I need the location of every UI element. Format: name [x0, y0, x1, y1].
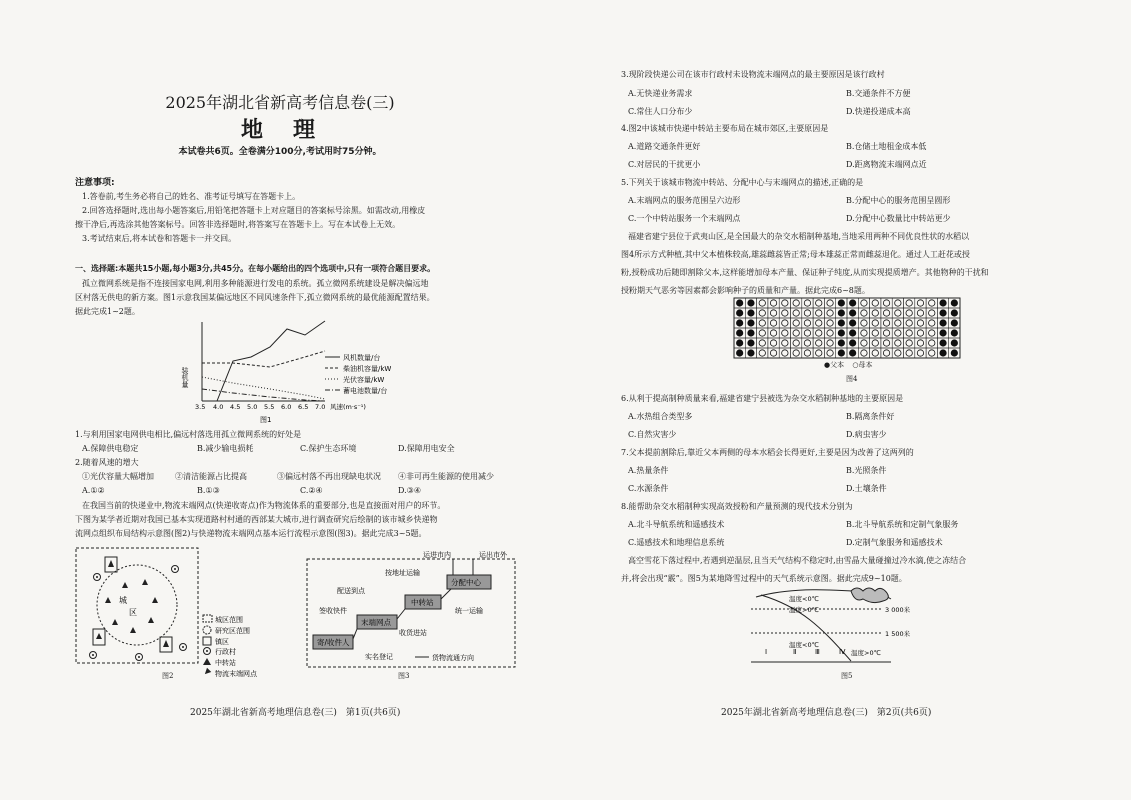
fig1-caption: 图1: [260, 416, 272, 424]
mother-plant-marker: [759, 310, 765, 316]
mother-plant-marker: [906, 330, 912, 336]
notice-line: 1.答卷前,考生务必将自己的姓名、准考证号填写在答题卡上。: [82, 192, 301, 201]
mother-plant-marker: [929, 330, 935, 336]
father-plant-marker: [849, 310, 855, 316]
mother-plant-marker: [793, 300, 799, 306]
mother-plant-marker: [816, 300, 822, 306]
q8-option-a[interactable]: A.北斗导航系统和遥感技术: [628, 520, 725, 529]
fig3-label: 按地址运输: [385, 569, 420, 577]
father-plant-marker: [940, 330, 946, 336]
mother-plant-marker: [861, 320, 867, 326]
left-footer: 2025年湖北省新高考地理信息卷(三) 第1页(共6页): [190, 708, 401, 718]
mother-plant-marker: [759, 300, 765, 306]
father-plant-marker: [736, 340, 742, 346]
q6-option-b[interactable]: B.隔离条件好: [846, 412, 895, 421]
exam-title: 2025年湖北省新高考信息卷(三): [165, 93, 395, 112]
fig3-box-terminal: 末端网点: [361, 618, 391, 627]
father-plant-marker: [736, 330, 742, 336]
intro-line: 在我国当前的快递业中,物流末端网点(快递收寄点)作为物流体系的重要部分,也是直接面对用户的环节。: [82, 501, 446, 510]
q5-option-a[interactable]: A.末端网点的服务范围呈六边形: [628, 196, 741, 205]
q5-option-d[interactable]: D.分配中心数量比中转站更少: [846, 214, 951, 223]
question-5-stem: 5.下列关于该城市物流中转站、分配中心与末端网点的描述,正确的是: [621, 178, 864, 187]
mother-plant-marker: [827, 300, 833, 306]
father-plant-marker: [849, 350, 855, 356]
question-4-stem: 4.图2中该城市快递中转站主要布局在城市郊区,主要原因是: [621, 124, 829, 133]
q3-option-c[interactable]: C.常住人口分布少: [628, 107, 693, 116]
fig1-legend-item: 蓄电池数量/台: [343, 387, 388, 395]
q8-option-b[interactable]: B.北斗导航系统和定制气象服务: [846, 520, 959, 529]
father-plant-marker: [849, 330, 855, 336]
mother-plant-marker: [782, 350, 788, 356]
question-8-stem: 8.能帮助杂交水稻制种实现高效授粉和产量预测的现代技术分别为: [621, 502, 853, 511]
mother-plant-marker: [804, 300, 810, 306]
fig3-label: 签收快件: [319, 607, 347, 615]
mother-plant-marker: [827, 320, 833, 326]
mother-plant-marker: [917, 300, 923, 306]
mother-plant-marker: [883, 300, 889, 306]
father-plant-marker: [736, 310, 742, 316]
q7-option-a[interactable]: A.热量条件: [628, 466, 669, 475]
father-plant-marker: [748, 300, 754, 306]
father-plant-marker: [940, 350, 946, 356]
q3-option-b[interactable]: B.交通条件不方便: [846, 89, 911, 98]
father-plant-marker: [849, 340, 855, 346]
mother-plant-marker: [917, 310, 923, 316]
mother-plant-marker: [793, 330, 799, 336]
q6-option-c[interactable]: C.自然灾害少: [628, 430, 677, 439]
notice-line: 擦干净后,再选涂其他答案标号。回答非选择题时,将答案写在答题卡上。写在本试卷上无效。: [75, 220, 401, 229]
fig1-tick: 3.5: [195, 403, 206, 411]
mother-plant-marker: [895, 340, 901, 346]
mother-plant-marker: [929, 350, 935, 356]
figure-5-weather: [751, 587, 931, 669]
mother-plant-marker: [816, 320, 822, 326]
mother-plant-marker: [827, 340, 833, 346]
mother-plant-marker: [782, 330, 788, 336]
father-plant-marker: [951, 310, 957, 316]
mother-plant-marker: [804, 330, 810, 336]
mother-plant-marker: [906, 310, 912, 316]
intro-line: 区村落无供电的新方案。图1示意我国某偏远地区不同风速条件下,孤立微网系统的最优能源配置结果。: [75, 293, 435, 302]
q2-item: ①光伏容量大幅增加: [82, 472, 154, 481]
q1-option-b[interactable]: B.减少输电损耗: [197, 444, 254, 453]
father-plant-marker: [748, 310, 754, 316]
right-footer: 2025年湖北省新高考地理信息卷(三) 第2页(共6页): [721, 708, 932, 718]
q2-item: ②清洁能源占比提高: [175, 472, 247, 481]
intro-line: 据此完成1~2题。: [75, 307, 140, 316]
mother-plant-marker: [827, 350, 833, 356]
mother-plant-marker: [906, 340, 912, 346]
mother-plant-marker: [804, 310, 810, 316]
q1-option-c[interactable]: C.保护生态环境: [300, 444, 357, 453]
father-plant-marker: [748, 320, 754, 326]
question-1-stem: 1.与利用国家电网供电相比,偏远村落选用孤立微网系统的好处是: [75, 430, 302, 439]
figure-4-grid: [732, 296, 972, 386]
mother-plant-marker: [929, 300, 935, 306]
father-plant-marker: [951, 350, 957, 356]
fig3-box-hub: 分配中心: [451, 578, 481, 587]
notice-line: 3.考试结束后,将本试卷和答题卡一并交回。: [82, 234, 237, 243]
fig1-tick: 4.5: [230, 403, 241, 411]
intro-line: 并,将会出现“霰”。图5为某地降雪过程中的天气系统示意图。据此完成9~10题。: [621, 574, 907, 583]
fig5-zone: Ⅰ: [765, 648, 768, 656]
fig5-temp-label: 温度<0℃: [789, 641, 819, 649]
exam-subtitle: 本试卷共6页。全卷满分100分,考试用时75分钟。: [178, 147, 382, 157]
figure-2-map: [75, 547, 275, 682]
father-plant-marker: [736, 320, 742, 326]
father-plant-marker: [951, 300, 957, 306]
q1-option-d[interactable]: D.保障用电安全: [398, 444, 455, 453]
mother-plant-marker: [782, 340, 788, 346]
mother-plant-marker: [804, 350, 810, 356]
fig2-legend-item: 中转站: [215, 659, 236, 667]
mother-plant-marker: [883, 340, 889, 346]
mother-plant-marker: [883, 310, 889, 316]
mother-plant-marker: [883, 330, 889, 336]
mother-plant-marker: [759, 350, 765, 356]
q4-option-a[interactable]: A.道路交通条件更好: [628, 142, 701, 151]
mother-plant-marker: [793, 350, 799, 356]
mother-plant-marker: [883, 350, 889, 356]
mother-plant-marker: [816, 340, 822, 346]
q1-option-a[interactable]: A.保障供电稳定: [82, 444, 139, 453]
mother-plant-marker: [917, 340, 923, 346]
left-page: [0, 0, 560, 800]
mother-plant-marker: [770, 330, 776, 336]
mother-plant-marker: [861, 310, 867, 316]
fig2-legend-item: 研究区范围: [215, 627, 250, 635]
father-plant-marker: [940, 320, 946, 326]
mother-plant-marker: [917, 320, 923, 326]
q6-option-a[interactable]: A.水热组合类型多: [628, 412, 693, 421]
mother-plant-marker: [793, 320, 799, 326]
fig3-label: 统一运输: [455, 607, 483, 615]
question-3-stem: 3.现阶段快递公司在该市行政村未设物流末端网点的最主要原因是该行政村: [621, 70, 885, 79]
q4-option-d[interactable]: D.距离物流末端网点近: [846, 160, 927, 169]
father-plant-marker: [940, 340, 946, 346]
intro-line: 流网点组织布局结构示意图(图2)与快递物流末端网点基本运行流程示意图(图3)。据此完成3~5题。: [75, 529, 427, 538]
pv-series: [202, 377, 325, 399]
intro-line: 下图为某学者近期对我国已基本实现道路村村通的西部某大城市,进行调查研究后绘制的该市城乡快递物: [75, 515, 438, 524]
father-plant-marker: [951, 330, 957, 336]
fig3-label: 运出市外: [479, 551, 507, 559]
mother-plant-marker: [793, 310, 799, 316]
father-plant-marker: [838, 300, 844, 306]
fig1-tick: 5.5: [264, 403, 275, 411]
mother-plant-marker: [895, 330, 901, 336]
q4-option-b[interactable]: B.仓储土地租金成本低: [846, 142, 927, 151]
wind-turbine-series: [217, 321, 325, 401]
father-plant-marker: [951, 320, 957, 326]
father-plant-marker: [940, 300, 946, 306]
mother-plant-marker: [770, 300, 776, 306]
father-plant-marker: [838, 310, 844, 316]
mother-plant-marker: [906, 320, 912, 326]
mother-plant-marker: [804, 320, 810, 326]
father-plant-marker: [849, 320, 855, 326]
fig3-label: 实名登记: [365, 653, 393, 661]
q6-option-d[interactable]: D.病虫害少: [846, 430, 887, 439]
mother-plant-marker: [895, 300, 901, 306]
mother-plant-marker: [782, 300, 788, 306]
mother-plant-marker: [782, 320, 788, 326]
father-plant-marker: [838, 340, 844, 346]
fig5-temp-label: 温度>0℃: [789, 606, 819, 614]
q7-option-b[interactable]: B.光照条件: [846, 466, 887, 475]
mother-plant-marker: [759, 340, 765, 346]
father-plant-marker: [748, 330, 754, 336]
mother-plant-marker: [906, 300, 912, 306]
mother-plant-marker: [883, 320, 889, 326]
mother-plant-marker: [917, 330, 923, 336]
q7-option-c[interactable]: C.水源条件: [628, 484, 669, 493]
father-plant-marker: [748, 340, 754, 346]
mother-plant-marker: [872, 300, 878, 306]
mother-plant-marker: [816, 350, 822, 356]
fig2-caption: 图2: [162, 672, 174, 680]
fig3-caption: 图3: [398, 672, 410, 680]
fig4-caption: 图4: [846, 375, 858, 383]
fig2-legend-item: 物流末端网点: [215, 670, 257, 678]
intro-line: 授粉期天气恶劣等因素都会影响种子的质量和产量。据此完成6~8题。: [621, 286, 870, 295]
fig4-legend: [824, 361, 872, 370]
father-plant-marker: [940, 310, 946, 316]
intro-line: 粉,授粉成功后随即割除父本,这样能增加母本产量、保证种子纯度,从而实现提质增产。其他物种的干扰和: [621, 268, 989, 277]
mother-plant-marker: [895, 320, 901, 326]
question-7-stem: 7.父本提前割除后,靠近父本两侧的母本水稻会长得更好,主要是因为改善了这两列的: [621, 448, 914, 457]
mother-plant-marker: [827, 310, 833, 316]
fig3-label: 货物流通方向: [432, 654, 474, 662]
father-plant-marker: [736, 300, 742, 306]
figure-3-flow: [305, 547, 520, 672]
fig1-tick: 5.0: [247, 403, 258, 411]
q3-option-a[interactable]: A.无快递业务需求: [628, 89, 693, 98]
mother-plant-marker: [861, 300, 867, 306]
fig1-tick: 7.0: [315, 403, 326, 411]
mother-plant-marker: [917, 350, 923, 356]
mother-plant-marker: [816, 330, 822, 336]
mother-plant-marker: [861, 340, 867, 346]
fig5-zone: Ⅳ: [839, 648, 846, 656]
mother-plant-marker: [827, 330, 833, 336]
fig5-temp-label: 温度<0℃: [789, 595, 819, 603]
q5-option-c[interactable]: C.一个中转站服务一个末端网点: [628, 214, 741, 223]
section-heading: 一、选择题:本题共15小题,每小题3分,共45分。在每小题给出的四个选项中,只有一项符合题目要求。: [75, 264, 436, 273]
fig1-tick: 6.5: [298, 403, 309, 411]
q2-option-d[interactable]: D.③④: [398, 486, 422, 495]
fig3-label: 配送到点: [337, 587, 365, 595]
fig3-box-transfer: 中转站: [411, 598, 434, 607]
fig3-label: 收货进站: [399, 629, 427, 637]
fig1-legend-item: 光伏容量/kW: [343, 376, 385, 384]
mother-plant-marker: [770, 310, 776, 316]
mother-plant-marker: [759, 320, 765, 326]
question-2-stem: 2.随着风速的增大: [75, 458, 139, 467]
mother-plant-marker: [770, 340, 776, 346]
notice-heading: 注意事项:: [75, 178, 115, 188]
q8-option-d[interactable]: D.定制气象服务和遥感技术: [846, 538, 943, 547]
father-plant-marker: [838, 330, 844, 336]
q4-option-c[interactable]: C.对居民的干扰更小: [628, 160, 701, 169]
mother-plant-marker: [929, 340, 935, 346]
intro-line: 福建省建宁县位于武夷山区,是全国最大的杂交水稻制种基地,当地采用两种不同优良性状的水稻以: [628, 232, 970, 241]
q3-option-d[interactable]: D.快递投递成本高: [846, 107, 911, 116]
mother-plant-marker: [861, 330, 867, 336]
mother-plant-marker: [872, 330, 878, 336]
right-page: [566, 0, 1131, 800]
intro-line: 图4所示方式种植,其中父本植株较高,雄蕊雌蕊皆正常;母本雄蕊正常而雌蕊退化。通过人工赶花或授: [621, 250, 970, 259]
subject-title: 地 理: [240, 117, 319, 143]
intro-line: 高空雪花下落过程中,若遇到逆温层,且当天气结构不稳定时,由雪晶大量碰撞过冷水滴,使之冻结合: [628, 556, 967, 565]
fig1-ylabel: 装机量: [181, 367, 189, 388]
mother-plant-marker: [782, 310, 788, 316]
diesel-series: [202, 351, 325, 367]
fig3-label: 运进市内: [423, 551, 451, 559]
fig1-tick: 6.0: [281, 403, 292, 411]
fig1-legend-item: 柴油机容量/kW: [343, 365, 392, 373]
father-plant-marker: [849, 300, 855, 306]
mother-plant-marker: [872, 310, 878, 316]
question-6-stem: 6.从利于提高制种质量来看,福建省建宁县被选为杂交水稻制种基地的主要原因是: [621, 394, 904, 403]
figure-1-chart: [175, 317, 415, 427]
fig5-temp-label: 温度>0℃: [851, 649, 881, 657]
fig1-legend-item: 风机数量/台: [343, 354, 381, 362]
q2-option-c[interactable]: C.②④: [300, 486, 323, 495]
mother-plant-marker: [804, 340, 810, 346]
fig5-zone: Ⅱ: [793, 648, 797, 656]
fig3-box-sender: 寄/收件人: [317, 638, 350, 647]
fig5-height-label: 3 000米: [885, 606, 911, 614]
intro-line: 孤立微网系统是指不连接国家电网,利用多种能源进行发电的系统。孤立微网系统建设是解决偏远地: [82, 279, 429, 288]
mother-plant-marker: [929, 320, 935, 326]
father-plant-marker: [838, 320, 844, 326]
mother-plant-marker: [816, 310, 822, 316]
mother-plant-marker: [770, 350, 776, 356]
mother-plant-marker: [759, 330, 765, 336]
father-plant-marker: [736, 350, 742, 356]
q5-option-b[interactable]: B.分配中心的服务范围呈圆形: [846, 196, 951, 205]
fig4-legend-father: ●父本: [824, 361, 845, 369]
fig5-caption: 图5: [841, 672, 853, 680]
mother-plant-marker: [895, 350, 901, 356]
q2-item: ③偏远村落不再出现缺电状况: [277, 472, 381, 481]
father-plant-marker: [951, 340, 957, 346]
father-plant-marker: [748, 350, 754, 356]
mother-plant-marker: [872, 350, 878, 356]
father-plant-marker: [838, 350, 844, 356]
fig5-zone: Ⅲ: [815, 648, 820, 656]
fig2-legend-item: 城区范围: [215, 616, 243, 624]
fig4-legend-mother: ○母本: [852, 361, 873, 369]
q2-item: ④非可再生能源的使用减少: [398, 472, 494, 481]
q2-option-a[interactable]: A.①②: [82, 486, 105, 495]
mother-plant-marker: [770, 320, 776, 326]
city-label: 区: [129, 608, 137, 617]
mother-plant-marker: [861, 350, 867, 356]
mother-plant-marker: [929, 310, 935, 316]
mother-plant-marker: [906, 350, 912, 356]
fig5-height-label: 1 500米: [885, 630, 911, 638]
q2-option-b[interactable]: B.①③: [197, 486, 220, 495]
fig1-xlabel: 风速(m·s⁻¹): [330, 403, 366, 411]
mother-plant-marker: [793, 340, 799, 346]
notice-line: 2.回答选择题时,选出每小题答案后,用铅笔把答题卡上对应题目的答案标号涂黑。如需改动,用橡皮: [82, 206, 426, 215]
city-label: 城: [119, 596, 127, 605]
fig2-legend-item: 镇区: [215, 638, 229, 646]
mother-plant-marker: [872, 320, 878, 326]
q8-option-c[interactable]: C.遥感技术和地理信息系统: [628, 538, 725, 547]
fig2-legend-item: 行政村: [215, 648, 236, 656]
battery-series: [202, 389, 325, 401]
mother-plant-marker: [895, 310, 901, 316]
mother-plant-marker: [872, 340, 878, 346]
fig1-tick: 4.0: [213, 403, 224, 411]
q7-option-d[interactable]: D.土壤条件: [846, 484, 887, 493]
